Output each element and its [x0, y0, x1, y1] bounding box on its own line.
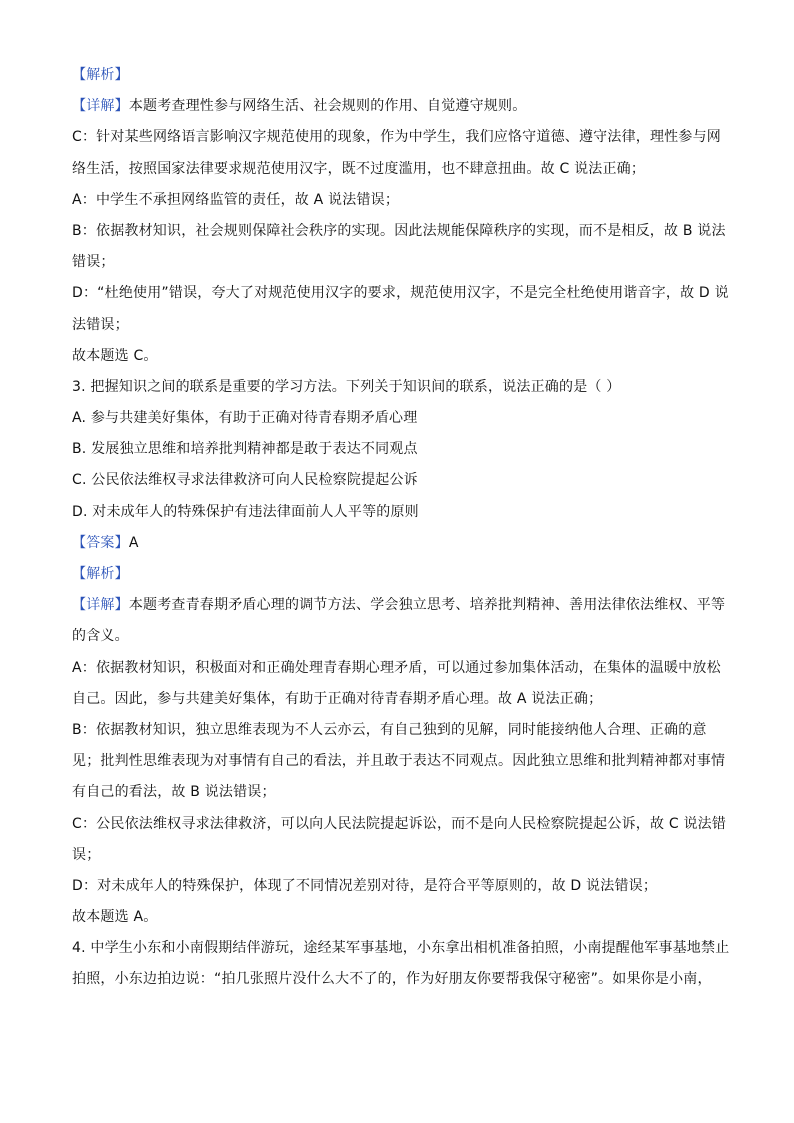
analysis-tag: 【解析】: [72, 566, 129, 582]
line-text: 错误；: [72, 254, 115, 271]
line-text: 的含义。: [72, 628, 129, 645]
answer-line: [72, 532, 724, 563]
paragraph-line: [72, 220, 724, 251]
paragraph-line: [72, 189, 724, 220]
line-text: C. 公民依法维权寻求法律救济可向人民检察院提起公诉: [72, 472, 418, 489]
line-text: D：“杜绝使用”错误，夸大了对规范使用汉字的要求，规范使用汉字，不是完全杜绝使用谐音字，故 D 说: [72, 285, 729, 302]
paragraph-line: [72, 657, 724, 688]
line-text: 故本题选 C。: [72, 347, 158, 364]
paragraph-line: [72, 625, 724, 656]
line-text: 自己。因此，参与共建美好集体，有助于正确对待青春期矛盾心理。故 A 说法正确；: [72, 690, 603, 707]
analysis-heading-2: [72, 563, 724, 594]
conclusion-line: [72, 906, 724, 937]
document-page: [72, 64, 730, 1000]
line-text: 误；: [72, 846, 101, 863]
paragraph-line: [72, 126, 724, 157]
paragraph-line: [72, 314, 724, 345]
question-3-stem: [72, 376, 724, 407]
paragraph-line: [72, 781, 724, 812]
answer-tag: 【答案】: [72, 534, 129, 551]
line-text: D：对未成年人的特殊保护，体现了不同情况差别对待，是符合平等原则的，故 D 说法错误；: [72, 877, 658, 894]
paragraph-line: [72, 688, 724, 719]
paragraph-line: [72, 251, 724, 282]
question-4-stem-continued: [72, 968, 724, 999]
paragraph-line: [72, 750, 724, 781]
line-text: C：针对某些网络语言影响汉字规范使用的现象，作为中学生，我们应恪守道德、遵守法律，理性参与网: [72, 129, 721, 146]
paragraph-line: [72, 844, 724, 875]
option-a: [72, 407, 724, 438]
line-text: 法错误；: [72, 316, 129, 333]
paragraph-line: [72, 719, 724, 750]
line-text: A：中学生不承担网络监管的责任，故 A 说法错误；: [72, 191, 400, 208]
line-text: 拍照，小东边拍边说：“拍几张照片没什么大不了的，作为好朋友你要帮我保守秘密”。如果你是小南，: [72, 971, 712, 988]
analysis-tag: 【解析】: [72, 67, 129, 83]
question-4-stem: [72, 937, 730, 968]
line-text: A：依据教材知识，积极面对和正确处理青春期心理矛盾，可以通过参加集体活动，在集体的温暖中放松: [72, 659, 721, 676]
detail-line-2: [72, 594, 724, 625]
option-d: [72, 501, 724, 532]
line-text: 故本题选 A。: [72, 909, 158, 926]
conclusion-line: [72, 345, 724, 376]
detail-tag: 【详解】: [72, 597, 129, 614]
paragraph-line: [72, 282, 729, 313]
option-c: [72, 469, 724, 500]
detail-tag: 【详解】: [72, 98, 129, 115]
detail-line-1: [72, 95, 724, 126]
line-text: B：依据教材知识，社会规则保障社会秩序的实现。因此法规能保障秩序的实现，而不是相反，故 B 说法: [72, 222, 726, 239]
paragraph-line: [72, 875, 724, 906]
line-text: 有自己的看法，故 B 说法错误；: [72, 784, 276, 801]
line-text: 4. 中学生小东和小南假期结伴游玩，途经某军事基地，小东拿出相机准备拍照，小南提醒他军事基地禁止: [72, 940, 730, 957]
line-text: 见；批判性思维表现为对事情有自己的看法，并且敢于表达不同观点。因此独立思维和批判精神都对事情: [72, 753, 726, 770]
line-text: D. 对未成年人的特殊保护有违法律面前人人平等的原则: [72, 503, 419, 520]
option-b: [72, 438, 724, 469]
line-text: B：依据教材知识，独立思维表现为不人云亦云，有自己独到的见解，同时能接纳他人合理、正确的意: [72, 721, 707, 738]
line-text: C：公民依法维权寻求法律救济，可以向人民法院提起诉讼，而不是向人民检察院提起公诉，故 C 说法错: [72, 815, 727, 832]
line-text: 本题考查理性参与网络生活、社会规则的作用、自觉遵守规则。: [128, 98, 527, 115]
line-text: A. 参与共建美好集体，有助于正确对待青春期矛盾心理: [72, 410, 418, 427]
answer-value: A: [128, 534, 139, 551]
paragraph-line: [72, 158, 724, 189]
line-text: 本题考查青春期矛盾心理的调节方法、学会独立思考、培养批判精神、善用法律依法维权、平等: [128, 597, 726, 614]
line-text: B. 发展独立思维和培养批判精神都是敢于表达不同观点: [72, 441, 418, 458]
analysis-heading-1: [72, 64, 724, 95]
paragraph-line: [72, 813, 727, 844]
line-text: 3. 把握知识之间的联系是重要的学习方法。下列关于知识间的联系，说法正确的是（ ）: [72, 378, 621, 395]
line-text: 络生活，按照国家法律要求规范使用汉字，既不过度滥用，也不肆意扭曲。故 C 说法正确；: [72, 160, 646, 177]
